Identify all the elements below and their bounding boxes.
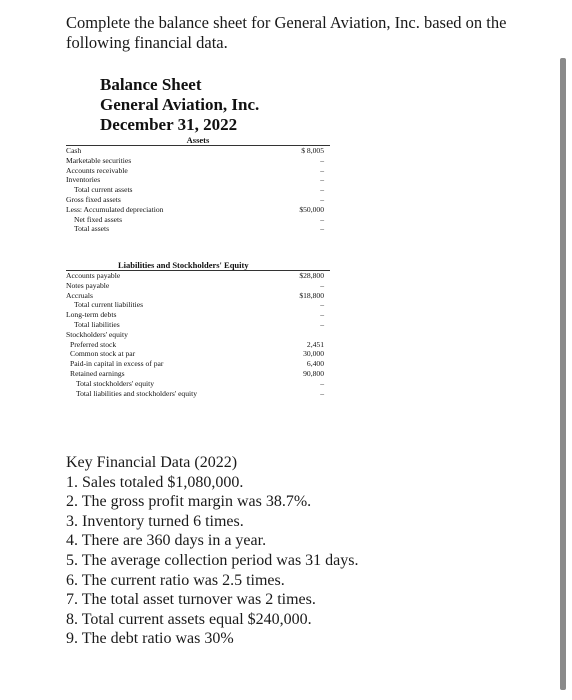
table-row	[66, 175, 330, 185]
table-row	[66, 320, 330, 330]
table-row	[66, 359, 330, 369]
key-financial-data	[66, 453, 359, 648]
row-label: Accounts receivable	[66, 165, 128, 175]
row-value: –	[320, 224, 324, 234]
row-label: Total assets	[74, 224, 110, 234]
key-data-item: 5. The average collection period was 31 days.	[66, 551, 359, 569]
table-row	[66, 224, 330, 234]
row-value: –	[320, 185, 324, 195]
sheet-title: Balance Sheet	[100, 75, 202, 94]
table-row	[66, 185, 330, 195]
liabilities-rows	[66, 271, 330, 398]
liabilities-table	[66, 260, 330, 398]
table-row	[66, 349, 330, 359]
table-row	[66, 330, 330, 340]
row-value: –	[320, 280, 324, 290]
key-data-item: 8. Total current assets equal $240,000.	[66, 610, 312, 628]
row-value: 30,000	[303, 349, 324, 359]
row-value: $18,800	[299, 290, 324, 300]
row-label: Long-term debts	[66, 310, 117, 320]
row-value: –	[320, 155, 324, 165]
assets-table	[66, 135, 330, 234]
row-label: Total stockholders' equity	[76, 378, 155, 388]
row-label: Stockholders' equity	[66, 329, 128, 339]
row-label: Less: Accumulated depreciation	[66, 204, 164, 214]
row-label: Total current assets	[74, 185, 133, 195]
table-row	[66, 389, 330, 399]
table-row	[66, 300, 330, 310]
row-label: Accounts payable	[66, 271, 121, 280]
row-value: 90,800	[303, 368, 324, 378]
row-value: –	[320, 165, 324, 175]
table-row	[66, 369, 330, 379]
company-name: General Aviation, Inc.	[100, 95, 260, 114]
row-value: –	[320, 300, 324, 310]
row-value: $28,800	[299, 271, 324, 280]
row-label: Total liabilities	[74, 319, 120, 329]
row-label: Marketable securities	[66, 155, 132, 165]
assets-header: Assets	[66, 135, 330, 146]
row-value: 2,451	[306, 339, 324, 349]
row-value: –	[320, 194, 324, 204]
table-row	[66, 215, 330, 225]
table-row	[66, 205, 330, 215]
row-value: 6,400	[306, 359, 324, 369]
key-data-list	[66, 473, 359, 648]
row-value: $50,000	[299, 204, 324, 214]
table-row	[66, 281, 330, 291]
key-data-item: 9. The debt ratio was 30%	[66, 630, 234, 648]
key-data-item: 2. The gross profit margin was 38.7%.	[66, 493, 312, 511]
table-row	[66, 146, 330, 156]
table-row	[66, 166, 330, 176]
sheet-date: December 31, 2022	[100, 115, 238, 134]
row-label: Common stock at par	[70, 349, 136, 359]
key-data-item: 3. Inventory turned 6 times.	[66, 512, 244, 530]
row-value: –	[320, 310, 324, 320]
table-row	[66, 291, 330, 301]
row-label: Paid-in capital in excess of par	[70, 359, 164, 369]
row-value: –	[320, 388, 324, 398]
table-row	[66, 340, 330, 350]
table-row	[66, 195, 330, 205]
key-data-item: 7. The total asset turnover was 2 times.	[66, 591, 316, 609]
key-data-item: 6. The current ratio was 2.5 times.	[66, 571, 285, 589]
key-data-item: 4. There are 360 days in a year.	[66, 532, 267, 550]
page-edge-bar	[560, 58, 566, 690]
row-label: Cash	[66, 146, 82, 155]
row-label: Total liabilities and stockholders' equity	[76, 388, 198, 398]
liabilities-header: Liabilities and Stockholders' Equity	[66, 260, 330, 271]
key-data-title: Key Financial Data (2022)	[66, 454, 238, 471]
assets-rows	[66, 146, 330, 234]
row-value: –	[320, 175, 324, 185]
balance-sheet-heading	[100, 75, 259, 135]
question-prompt: Complete the balance sheet for General Aviation, Inc. based on the following financial data.	[66, 13, 507, 52]
table-row	[66, 156, 330, 166]
row-value: –	[320, 378, 324, 388]
row-label: Retained earnings	[70, 368, 125, 378]
row-label: Gross fixed assets	[66, 194, 121, 204]
table-row	[66, 310, 330, 320]
row-label: Accruals	[66, 290, 93, 300]
row-label: Total current liabilities	[74, 300, 144, 310]
row-label: Inventories	[66, 175, 101, 185]
row-label: Notes payable	[66, 280, 110, 290]
key-data-item: 1. Sales totaled $1,080,000.	[66, 473, 244, 491]
row-value: –	[320, 319, 324, 329]
table-row	[66, 271, 330, 281]
row-value: $ 8,005	[301, 146, 324, 155]
row-label: Preferred stock	[70, 339, 117, 349]
row-value: –	[320, 214, 324, 224]
table-row	[66, 379, 330, 389]
row-label: Net fixed assets	[74, 214, 123, 224]
